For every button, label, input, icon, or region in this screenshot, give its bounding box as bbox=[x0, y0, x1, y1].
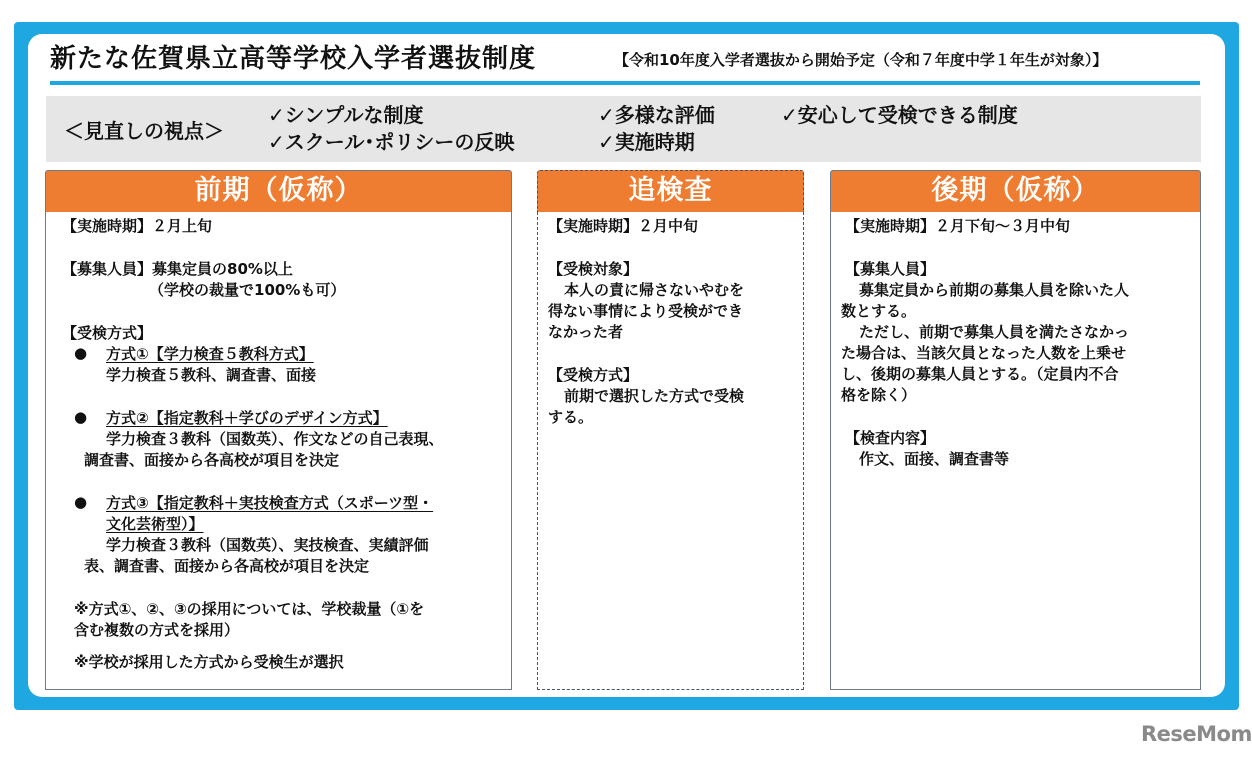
early-column bbox=[45, 170, 512, 690]
early-note-1a: ※方式①、②、③の採用については、学校裁量（①を bbox=[74, 600, 425, 618]
retest-target-2: 得ない事情により受検ができ bbox=[548, 302, 744, 320]
method-1-detail: 学力検査５教科、調査書、面接 bbox=[106, 366, 317, 384]
retest-body bbox=[537, 212, 804, 690]
viewpoint-item-simple: ✓シンプルな制度 bbox=[268, 103, 424, 127]
late-capacity-1: 募集定員から前期の募集人員を除いた人 bbox=[859, 281, 1130, 299]
early-method-heading: 【受検方式】 bbox=[62, 324, 153, 342]
early-capacity-note: （学校の裁量で100%も可） bbox=[149, 281, 346, 299]
retest-method-2: する。 bbox=[548, 408, 594, 426]
late-header: 後期（仮称） bbox=[830, 170, 1201, 212]
late-exam-heading: 【検査内容】 bbox=[845, 429, 936, 447]
method-3-detail-1: 学力検査３教科（国数英）、実技検査、実績評価 bbox=[106, 536, 429, 554]
late-capacity-5: し、後期の募集人員とする。（定員内不合 bbox=[841, 365, 1119, 383]
late-body bbox=[830, 212, 1201, 690]
viewpoint-band bbox=[46, 96, 1201, 162]
retest-method-heading: 【受検方式】 bbox=[548, 366, 639, 384]
late-capacity-4: た場合は、当該欠員となった人数を上乗せ bbox=[841, 344, 1127, 362]
early-body bbox=[45, 212, 512, 690]
retest-target-heading: 【受検対象】 bbox=[548, 260, 639, 278]
title-row bbox=[50, 40, 1205, 80]
late-timing: 【実施時期】２月下旬～３月中旬 bbox=[845, 217, 1071, 235]
title-underline bbox=[50, 81, 1200, 85]
method-2-detail-1: 学力検査３教科（国数英）、作文などの自己表現、 bbox=[106, 430, 444, 448]
retest-target-3: なかった者 bbox=[548, 323, 624, 341]
early-capacity: 【募集人員】募集定員の80%以上 bbox=[62, 260, 293, 278]
method-2-detail-2: 調査書、面接から各高校が項目を決定 bbox=[84, 451, 340, 469]
late-capacity-6: 格を除く） bbox=[841, 386, 917, 404]
page-subtitle: 【令和10年度入学者選抜から開始予定（令和７年度中学１年生が対象）】 bbox=[614, 51, 1108, 69]
late-capacity-3: ただし、前期で募集人員を満たさなかっ bbox=[859, 323, 1130, 341]
method-2-title: 方式②【指定教科＋学びのデザイン方式】 bbox=[106, 409, 388, 427]
method-3-detail-2: 表、調査書、面接から各高校が項目を決定 bbox=[84, 557, 370, 575]
method-3-title-1: 方式③【指定教科＋実技検査方式（スポーツ型・ bbox=[106, 494, 434, 512]
retest-column bbox=[537, 170, 804, 690]
method-3-title-2: 文化芸術型）】 bbox=[106, 515, 204, 533]
late-column bbox=[830, 170, 1201, 690]
viewpoint-item-policy: ✓スクール･ポリシーの反映 bbox=[268, 130, 515, 154]
viewpoint-item-timing: ✓実施時期 bbox=[598, 130, 695, 154]
retest-method-1: 前期で選択した方式で受検 bbox=[564, 387, 745, 405]
bullet-icon: ● bbox=[74, 344, 88, 362]
late-capacity-heading: 【募集人員】 bbox=[845, 260, 936, 278]
early-header: 前期（仮称） bbox=[45, 170, 512, 212]
resemom-logo: ReseMom bbox=[1141, 722, 1252, 746]
bullet-icon: ● bbox=[74, 408, 88, 426]
viewpoint-item-safe: ✓安心して受検できる制度 bbox=[781, 103, 1018, 127]
early-note-2: ※学校が採用した方式から受検生が選択 bbox=[74, 653, 344, 671]
viewpoint-label: ＜見直しの視点＞ bbox=[64, 119, 224, 143]
bullet-icon: ● bbox=[74, 493, 88, 511]
early-note-1b: 含む複数の方式を採用） bbox=[74, 621, 240, 639]
early-timing: 【実施時期】２月上旬 bbox=[62, 217, 213, 235]
retest-timing: 【実施時期】２月中旬 bbox=[548, 217, 699, 235]
late-capacity-2: 数とする。 bbox=[841, 302, 917, 320]
method-1-title: 方式①【学力検査５教科方式】 bbox=[106, 345, 314, 363]
retest-target-1: 本人の責に帰さないやむを bbox=[564, 281, 745, 299]
viewpoint-item-diverse: ✓多様な評価 bbox=[598, 103, 715, 127]
late-exam-content: 作文、面接、調査書等 bbox=[859, 450, 1010, 468]
page-title: 新たな佐賀県立高等学校入学者選抜制度 bbox=[50, 44, 537, 74]
retest-header: 追検査 bbox=[537, 170, 804, 212]
